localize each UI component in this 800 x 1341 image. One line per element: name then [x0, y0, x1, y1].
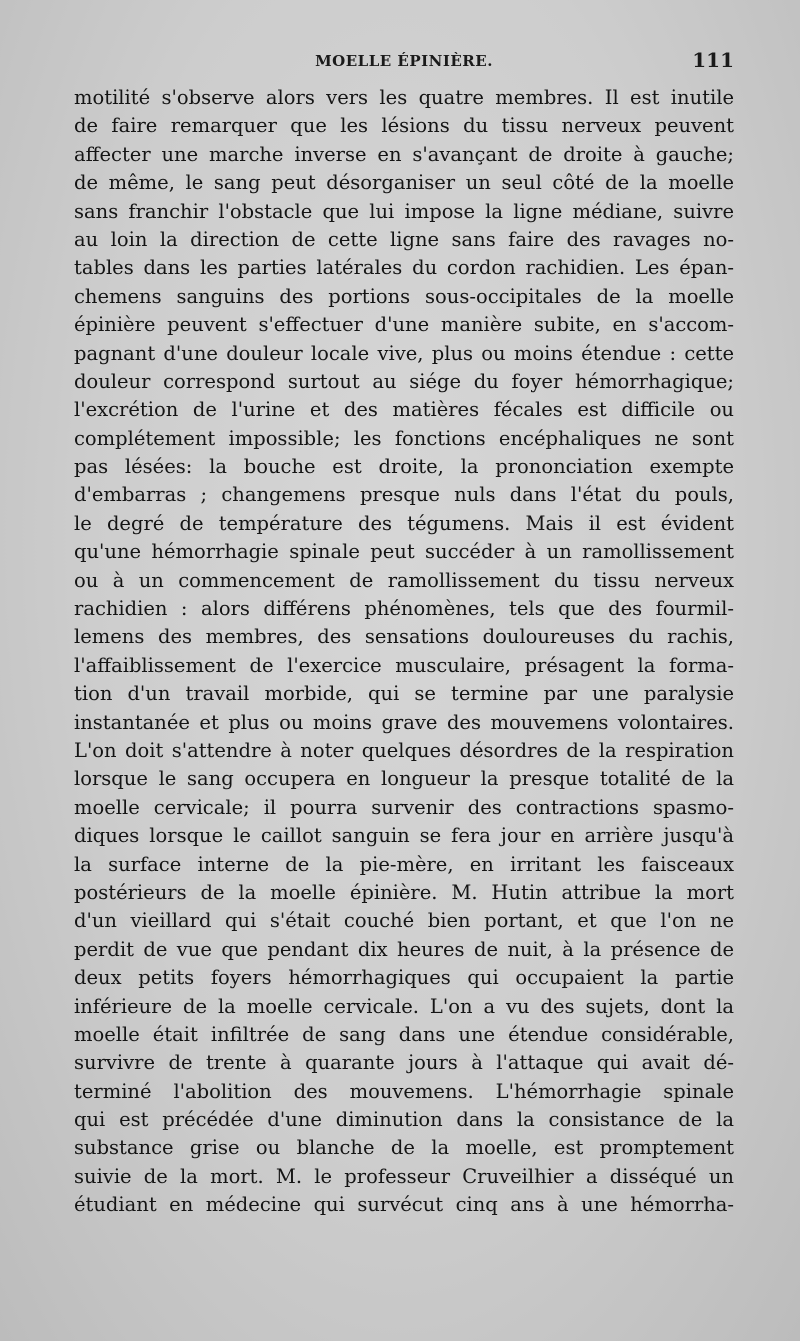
text-line: moelle cervicale; il pourra survenir des contractions spasmo-	[74, 795, 734, 819]
text-line: sans franchir l'obstacle que lui impose la ligne médiane, suivre	[74, 199, 734, 223]
text-line: l'affaiblissement de l'exercice musculaire, présagent la forma-	[74, 653, 734, 677]
text-line: le degré de température des tégumens. Mais il est évident	[74, 511, 734, 535]
text-line: au loin la direction de cette ligne sans faire des ravages no-	[74, 227, 734, 251]
text-line: suivie de la mort. M. le professeur Cruveilhier a disséqué un	[74, 1164, 734, 1188]
text-line: inférieure de la moelle cervicale. L'on a vu des sujets, dont la	[74, 994, 734, 1018]
text-line: substance grise ou blanche de la moelle, est promptement	[74, 1136, 734, 1160]
text-line: pas lésées: la bouche est droite, la prononciation exempte	[74, 455, 734, 479]
text-line: deux petits foyers hémorrhagiques qui occupaient la partie	[74, 966, 734, 990]
text-line: survivre de trente à quarante jours à l'attaque qui avait dé-	[74, 1051, 734, 1075]
text-line: d'un vieillard qui s'était couché bien portant, et que l'on ne	[74, 909, 734, 933]
text-line: douleur correspond surtout au siége du foyer hémorrhagique;	[74, 369, 734, 393]
text-line: instantanée et plus ou moins grave des mouvemens volontaires.	[74, 710, 734, 734]
text-line: rachidien : alors différens phénomènes, tels que des fourmil-	[74, 597, 734, 621]
text-line: chemens sanguins des portions sous-occipitales de la moelle	[74, 284, 734, 308]
text-line: lemens des membres, des sensations douloureuses du rachis,	[74, 625, 734, 649]
page-header	[74, 48, 734, 78]
page-number: 111	[692, 48, 734, 72]
text-line: diques lorsque le caillot sanguin se fera jour en arrière jusqu'à	[74, 824, 734, 848]
running-head: MOELLE ÉPINIÈRE.	[315, 52, 493, 70]
text-line: tion d'un travail morbide, qui se termine par une paralysie	[74, 682, 734, 706]
text-line: l'excrétion de l'urine et des matières fécales est difficile ou	[74, 398, 734, 422]
text-line: complétement impossible; les fonctions encéphaliques ne sont	[74, 426, 734, 450]
text-line: motilité s'observe alors vers les quatre membres. Il est inutile	[74, 86, 734, 109]
body-text	[74, 84, 734, 1220]
text-line: qui est précédée d'une diminution dans la consistance de la	[74, 1108, 734, 1132]
text-line: d'embarras ; changemens presque nuls dans l'état du pouls,	[74, 483, 734, 507]
text-line: tables dans les parties latérales du cordon rachidien. Les épan-	[74, 256, 734, 280]
text-line: étudiant en médecine qui survécut cinq ans à une hémorrha-	[74, 1193, 734, 1217]
text-line: ou à un commencement de ramollissement du tissu nerveux	[74, 568, 734, 592]
text-line: de même, le sang peut désorganiser un seul côté de la moelle	[74, 171, 734, 195]
text-line: la surface interne de la pie-mère, en irritant les faisceaux	[74, 852, 734, 876]
text-line: moelle était infiltrée de sang dans une étendue considérable,	[74, 1022, 734, 1046]
text-line: postérieurs de la moelle épinière. M. Hutin attribue la mort	[74, 880, 734, 904]
text-line: de faire remarquer que les lésions du tissu nerveux peuvent	[74, 114, 734, 138]
text-line: terminé l'abolition des mouvemens. L'hémorrhagie spinale	[74, 1079, 734, 1103]
text-line: qu'une hémorrhagie spinale peut succéder à un ramollissement	[74, 540, 734, 564]
text-line: lorsque le sang occupera en longueur la presque totalité de la	[74, 767, 734, 791]
text-line: épinière peuvent s'effectuer d'une manière subite, en s'accom-	[74, 313, 734, 337]
text-line: L'on doit s'attendre à noter quelques désordres de la respiration	[74, 738, 734, 762]
text-line: perdit de vue que pendant dix heures de nuit, à la présence de	[74, 937, 734, 961]
text-line: pagnant d'une douleur locale vive, plus ou moins étendue : cette	[74, 341, 734, 365]
text-line: affecter une marche inverse en s'avançant de droite à gauche;	[74, 142, 734, 166]
